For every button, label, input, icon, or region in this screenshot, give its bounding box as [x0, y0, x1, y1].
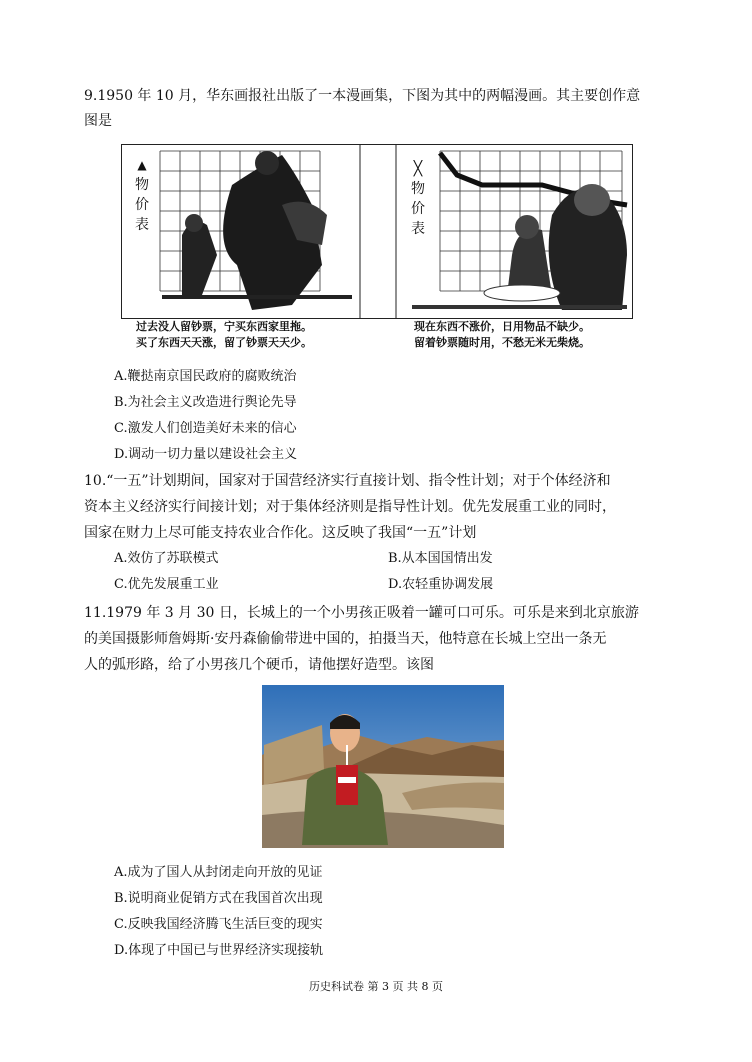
q11-stem-line3: 人的弧形路，给了小男孩几个硬币，请他摆好造型。该图 — [84, 657, 434, 673]
q9-option-d[interactable]: D.调动一切力量以建设社会主义 — [114, 447, 298, 462]
page-footer: 历史科试卷 第 3 页 共 8 页 — [309, 980, 443, 993]
right-sign-char: 物 — [411, 181, 425, 197]
q9-stem-line1: 9.1950 年 10 月，华东画报社出版了一本漫画集，下图为其中的两幅漫画。其主要创作意 — [84, 88, 641, 104]
q10-option-a[interactable]: A.效仿了苏联模式 — [114, 551, 219, 566]
q10-stem-line3: 国家在财力上尽可能支持农业合作化。这反映了我国“一五”计划 — [84, 525, 477, 541]
right-price-sign — [404, 159, 432, 239]
left-price-sign — [128, 155, 156, 235]
q10-option-d[interactable]: D.农轻重协调发展 — [388, 577, 494, 592]
left-caption-line1: 过去没人留钞票，宁买东西家里拖。 — [136, 320, 312, 333]
q11-option-b[interactable]: B.说明商业促销方式在我国首次出现 — [114, 891, 323, 906]
left-caption-line2: 买了东西天天涨，留了钞票天天少。 — [136, 336, 312, 349]
right-sign-char: 表 — [411, 221, 425, 237]
left-sign-char: 物 — [135, 177, 149, 193]
q11-great-wall-photo — [262, 685, 504, 848]
triangle-icon: ▲ — [137, 158, 147, 172]
cross-icon: ╳ — [413, 161, 423, 177]
q10-stem-line2: 资本主义经济实行间接计划；对于集体经济则是指导性计划。优先发展重工业的同时， — [84, 499, 616, 515]
q9-stem-line2: 图是 — [84, 113, 112, 129]
right-sign-char: 价 — [411, 201, 425, 217]
q11-option-c[interactable]: C.反映我国经济腾飞生活巨变的现实 — [114, 917, 323, 932]
left-sign-char: 表 — [135, 217, 149, 233]
q11-option-a[interactable]: A.成为了国人从封闭走向开放的见证 — [114, 865, 323, 880]
right-caption-line1: 现在东西不涨价，日用物品不缺少。 — [414, 320, 590, 333]
cartoon-drawing — [122, 145, 632, 318]
q9-cartoon-image — [121, 144, 633, 319]
q10-option-b[interactable]: B.从本国国情出发 — [388, 551, 493, 566]
q11-stem-line1: 11.1979 年 3 月 30 日，长城上的一个小男孩正吸着一罐可口可乐。可乐是来到北京旅游 — [84, 605, 639, 621]
q11-stem-line2: 的美国摄影师詹姆斯·安丹森偷偷带进中国的，拍摄当天，他特意在长城上空出一条无 — [84, 631, 607, 647]
left-sign-char: 价 — [135, 197, 149, 213]
right-caption-line2: 留着钞票随时用，不愁无米无柴烧。 — [414, 336, 590, 349]
q10-option-c[interactable]: C.优先发展重工业 — [114, 577, 219, 592]
q9-option-a[interactable]: A.鞭挞南京国民政府的腐败统治 — [114, 369, 297, 384]
q10-stem-line1: 10.“一五”计划期间，国家对于国营经济实行直接计划、指令性计划；对于个体经济和 — [84, 473, 611, 489]
q11-option-d[interactable]: D.体现了中国已与世界经济实现接轨 — [114, 943, 324, 958]
q9-option-c[interactable]: C.激发人们创造美好未来的信心 — [114, 421, 297, 436]
q9-option-b[interactable]: B.为社会主义改造进行舆论先导 — [114, 395, 297, 410]
